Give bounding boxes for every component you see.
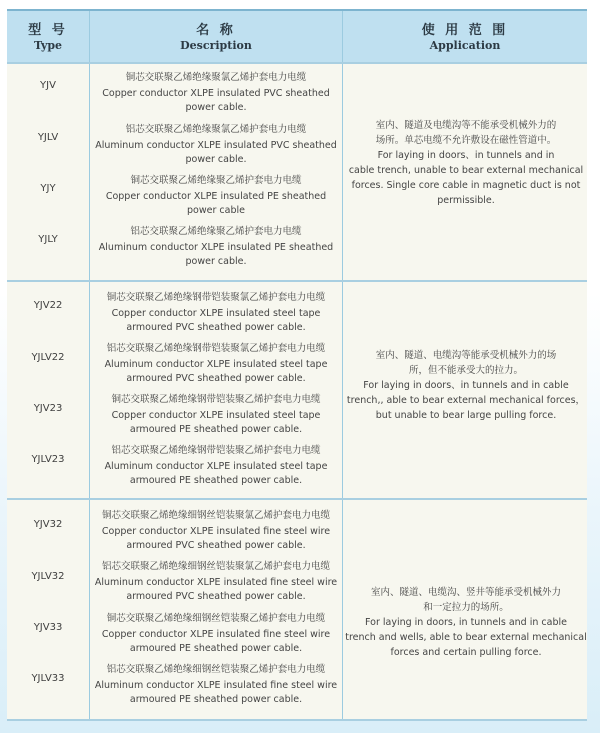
desc-zh: 铜芯交联聚乙烯绝缘钢带铠装聚乙烯护套电力电缆: [111, 394, 321, 405]
desc-en-line: armoured PVC sheathed power cable.: [126, 540, 306, 551]
description-cell: [91, 173, 341, 216]
desc-en-line: Aluminum conductor XLPE insulated PVC sheathed: [95, 140, 337, 151]
column-divider: [89, 500, 90, 721]
table-group: [7, 280, 587, 500]
description-cell: [91, 559, 341, 602]
desc-zh: 铜芯交联聚乙烯绝缘细钢丝铠装聚乙烯护套电力电缆: [106, 613, 326, 624]
application-cell: [345, 348, 587, 423]
description-cell: [91, 443, 341, 486]
header-type: [7, 11, 89, 64]
app-line: trench,, able to bear external mechanical forces，: [346, 395, 586, 406]
app-line: 和一定拉力的场所。: [423, 602, 509, 613]
desc-en-line: Copper conductor XLPE insulated fine steel wire: [101, 526, 331, 537]
desc-en-line: Copper conductor XLPE insulated fine steel wire: [101, 629, 331, 640]
desc-zh: 铝芯交联聚乙烯绝缘钢带铠装聚氯乙烯护套电力电缆: [106, 343, 326, 354]
desc-zh: 铝芯交联聚乙烯绝缘聚氯乙烯护套电力电缆: [125, 124, 307, 135]
app-line: 场所。单芯电缆不允许敷设在磁性管道中。: [375, 135, 557, 146]
desc-zh: 铜芯交联聚乙烯绝缘聚乙烯护套电力电缆: [130, 175, 302, 186]
app-line: permissible.: [437, 195, 495, 206]
type-cell: YJLV23: [31, 454, 65, 465]
app-line: 室内、隧道、电缆沟、竖井等能承受机械外力: [370, 587, 561, 598]
application-cell: [345, 585, 587, 660]
column-divider: [342, 64, 343, 282]
type-cell: YJLY: [38, 234, 58, 245]
table-bottom-border: [7, 719, 587, 721]
desc-en-line: Copper conductor XLPE insulated steel tape: [111, 308, 321, 319]
desc-en-line: armoured PE sheathed power cable.: [129, 643, 303, 654]
table-group: [7, 498, 587, 721]
header-description: [90, 11, 342, 64]
type-cell: YJLV32: [31, 571, 65, 582]
description-cell: [91, 224, 341, 267]
desc-en-line: armoured PVC sheathed power cable.: [126, 591, 306, 602]
header-desc-en: Description: [180, 38, 252, 52]
desc-en-line: power cable.: [185, 256, 247, 267]
header-type-zh: 型 号: [28, 22, 68, 38]
type-cell: YJV: [40, 80, 56, 91]
app-line: forces and certain pulling force.: [390, 647, 542, 658]
type-cell: YJV22: [33, 300, 63, 311]
application-cell: [345, 118, 587, 208]
desc-en-line: Aluminum conductor XLPE insulated fine steel wire: [94, 680, 338, 691]
header-application: [343, 11, 587, 64]
column-divider: [89, 282, 90, 500]
desc-en-line: armoured PVC sheathed power cable.: [126, 373, 306, 384]
desc-en-line: armoured PVC sheathed power cable.: [126, 322, 306, 333]
app-line: but unable to bear large pulling force.: [375, 410, 557, 421]
desc-en-line: Aluminum conductor XLPE insulated steel tape: [104, 461, 328, 472]
type-cell: YJY: [40, 183, 56, 194]
type-cell: YJLV22: [31, 352, 65, 363]
type-cell: YJV23: [33, 403, 63, 414]
desc-en-line: power cable.: [185, 102, 247, 113]
cable-spec-table: [7, 9, 587, 721]
type-cell: YJLV33: [31, 673, 65, 684]
desc-en-line: Copper conductor XLPE insulated PVC sheathed: [102, 88, 330, 99]
desc-zh: 铜芯交联聚乙烯绝缘聚氯乙烯护套电力电缆: [125, 72, 307, 83]
header-app-zh: 使 用 范 围: [421, 22, 509, 38]
app-line: For laying in doors、in tunnels and in cable: [363, 380, 569, 391]
desc-en-line: Copper conductor XLPE insulated PE sheathed: [105, 191, 327, 202]
desc-en-line: Copper conductor XLPE insulated steel tape: [111, 410, 321, 421]
column-divider: [89, 64, 90, 282]
app-line: 室内、隧道、电缆沟等能承受机械外力的场: [375, 350, 557, 361]
app-line: trench and wells, able to bear external mechanical: [345, 632, 587, 643]
description-cell: [91, 290, 341, 333]
header-app-en: Application: [429, 38, 501, 52]
desc-zh: 铜芯交联聚乙烯绝缘细钢丝铠装聚氯乙烯护套电力电缆: [101, 510, 330, 521]
type-cell: YJV33: [33, 622, 63, 633]
header-desc-zh: 名 称: [196, 22, 236, 38]
description-cell: [91, 392, 341, 435]
table-group: [7, 62, 587, 282]
app-line: cable trench, unable to bear external mechanical: [348, 165, 584, 176]
app-line: 所，但不能承受大的拉力。: [408, 365, 523, 376]
column-divider: [342, 282, 343, 500]
description-cell: [91, 662, 341, 705]
desc-en-line: armoured PE sheathed power cable.: [129, 475, 303, 486]
app-line: 室内、隧道及电缆沟等不能承受机械外力的: [375, 120, 557, 131]
desc-zh: 铜芯交联聚乙烯绝缘钢带铠装聚氯乙烯护套电力电缆: [106, 292, 326, 303]
app-line: For laying in doors, in tunnels and in cable: [365, 617, 567, 628]
table-header: [7, 9, 587, 64]
description-cell: [91, 122, 341, 165]
type-cell: YJV32: [33, 519, 63, 530]
desc-en-line: Aluminum conductor XLPE insulated steel tape: [104, 359, 328, 370]
desc-en-line: armoured PE sheathed power cable.: [129, 694, 303, 705]
desc-zh: 铝芯交联聚乙烯绝缘聚乙烯护套电力电缆: [130, 226, 302, 237]
desc-en-line: Aluminum conductor XLPE insulated PE sheathed: [98, 242, 334, 253]
header-type-en: Type: [33, 38, 63, 52]
desc-en-line: armoured PE sheathed power cable.: [129, 424, 303, 435]
desc-zh: 铝芯交联聚乙烯绝缘细钢丝铠装聚氯乙烯护套电力电缆: [101, 561, 330, 572]
description-cell: [91, 70, 341, 113]
description-cell: [91, 508, 341, 551]
desc-zh: 铝芯交联聚乙烯绝缘钢带铠装聚乙烯护套电力电缆: [111, 445, 321, 456]
app-line: For laying in doors、in tunnels and in: [377, 150, 555, 161]
type-cell: YJLV: [37, 132, 59, 143]
desc-en-line: Aluminum conductor XLPE insulated fine steel wire: [94, 577, 338, 588]
app-line: forces. Single core cable in magnetic duct is not: [351, 180, 581, 191]
description-cell: [91, 611, 341, 654]
description-cell: [91, 341, 341, 384]
column-divider: [342, 500, 343, 721]
desc-en-line: power cable: [187, 205, 245, 216]
desc-en-line: power cable.: [185, 154, 247, 165]
desc-zh: 铝芯交联聚乙烯绝缘细钢丝铠装聚乙烯护套电力电缆: [106, 664, 326, 675]
